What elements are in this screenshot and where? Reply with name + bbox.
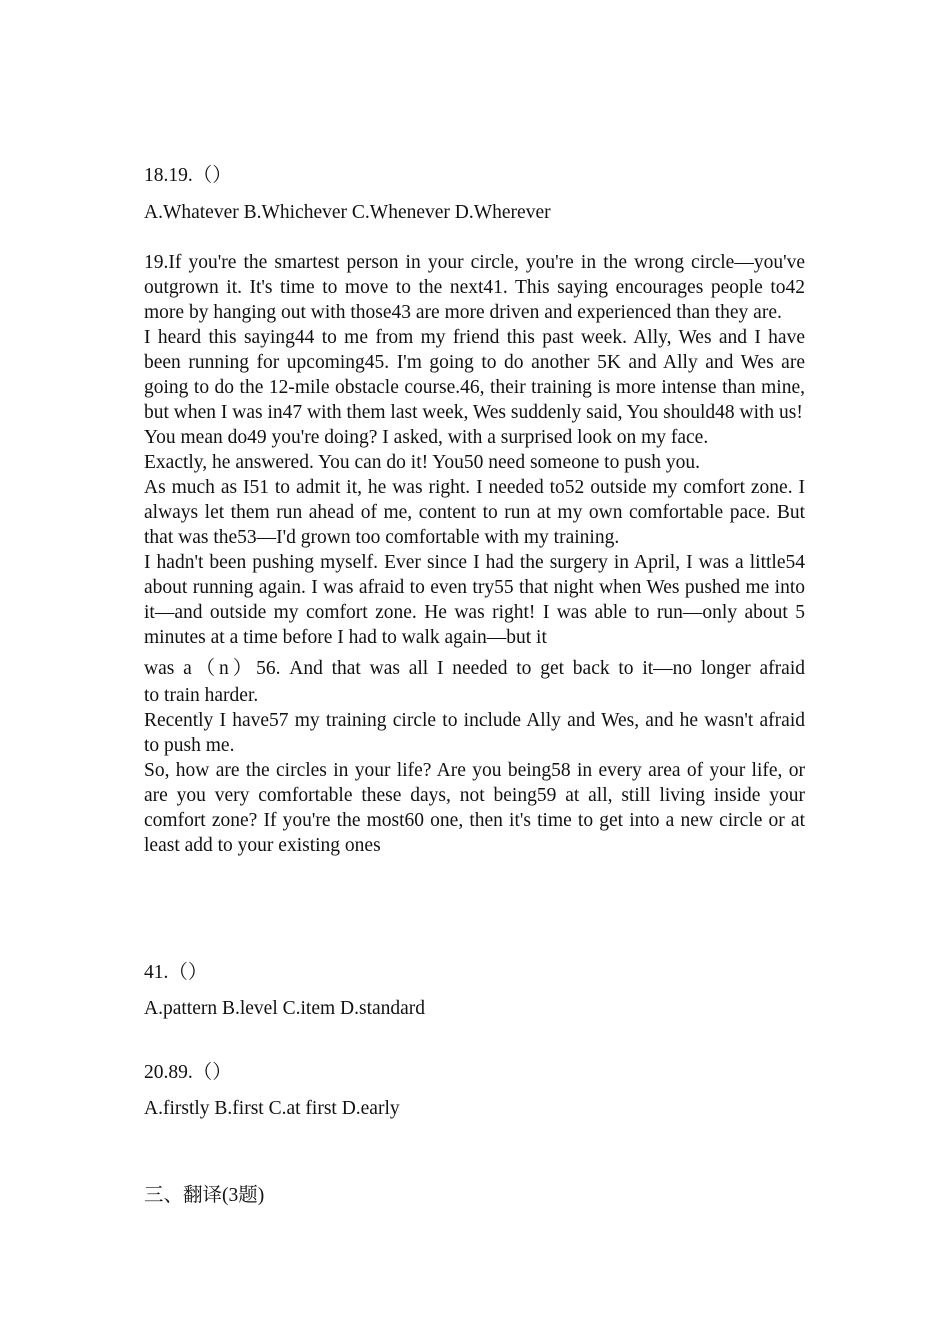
question-41-options: A.pattern B.level C.item D.standard [144, 998, 426, 1019]
passage-paragraph-2: I heard this saying44 to me from my friend this past week. Ally, Wes and I have been running for upcoming45. I'm going to do another 5K and Ally and Wes are going to do the 12-mile obstacle course.46, their training is more intense than mine, but when I was in47 with them last week, Wes suddenly said, You should48 with us! [144, 327, 805, 423]
passage-paragraph-6-end: to train harder. [144, 685, 259, 706]
passage-paragraph-3: You mean do49 you're doing? I asked, with a surprised look on my face. [144, 427, 709, 448]
question-20-stem: 20.89.（） [144, 1062, 232, 1083]
question-41-stem: 41.（） [144, 962, 208, 983]
passage-paragraph-5: As much as I51 to admit it, he was right. I needed to52 outside my comfort zone. I always let them run ahead of me, content to run at my own comfortable pace. But that was the53—I'd grown too comfortable with my training. [144, 477, 805, 548]
passage-paragraph-7: Recently I have57 my training circle to include Ally and Wes, and he wasn't afraid to push me. [144, 710, 805, 756]
passage-paragraph-6-cont: was a（n）56. And that was all I needed to get back to it—no longer afraid [144, 658, 805, 679]
question-18-stem: 18.19.（） [144, 165, 232, 186]
passage-paragraph-1: 19.If you're the smartest person in your circle, you're in the wrong circle—you've outgrown it. It's time to move to the next41. This saying encourages people to42 more by hanging out with those43 are more driven and experienced than they are. [144, 252, 805, 323]
passage-paragraph-4: Exactly, he answered. You can do it! You50 need someone to push you. [144, 452, 701, 473]
passage-paragraph-6: I hadn't been pushing myself. Ever since I had the surgery in April, I was a little54 about running again. I was afraid to even try55 that night when Wes pushed me into it—and outside my comfort zone. He was right! I was able to run—only about 5 minutes at a time before I had to walk again—but it [144, 552, 805, 648]
question-18-options: A.Whatever B.Whichever C.Whenever D.Wherever [144, 202, 551, 223]
section-heading: 三、翻译(3题) [144, 1185, 265, 1206]
question-20-options: A.firstly B.first C.at first D.early [144, 1098, 400, 1119]
passage-paragraph-8: So, how are the circles in your life? Are you being58 in every area of your life, or are you very comfortable these days, not being59 at all, still living inside your comfort zone? If you're the most60 one, then it's time to get into a new circle or at least add to your existing ones [144, 760, 805, 856]
cloze-passage [144, 250, 805, 858]
